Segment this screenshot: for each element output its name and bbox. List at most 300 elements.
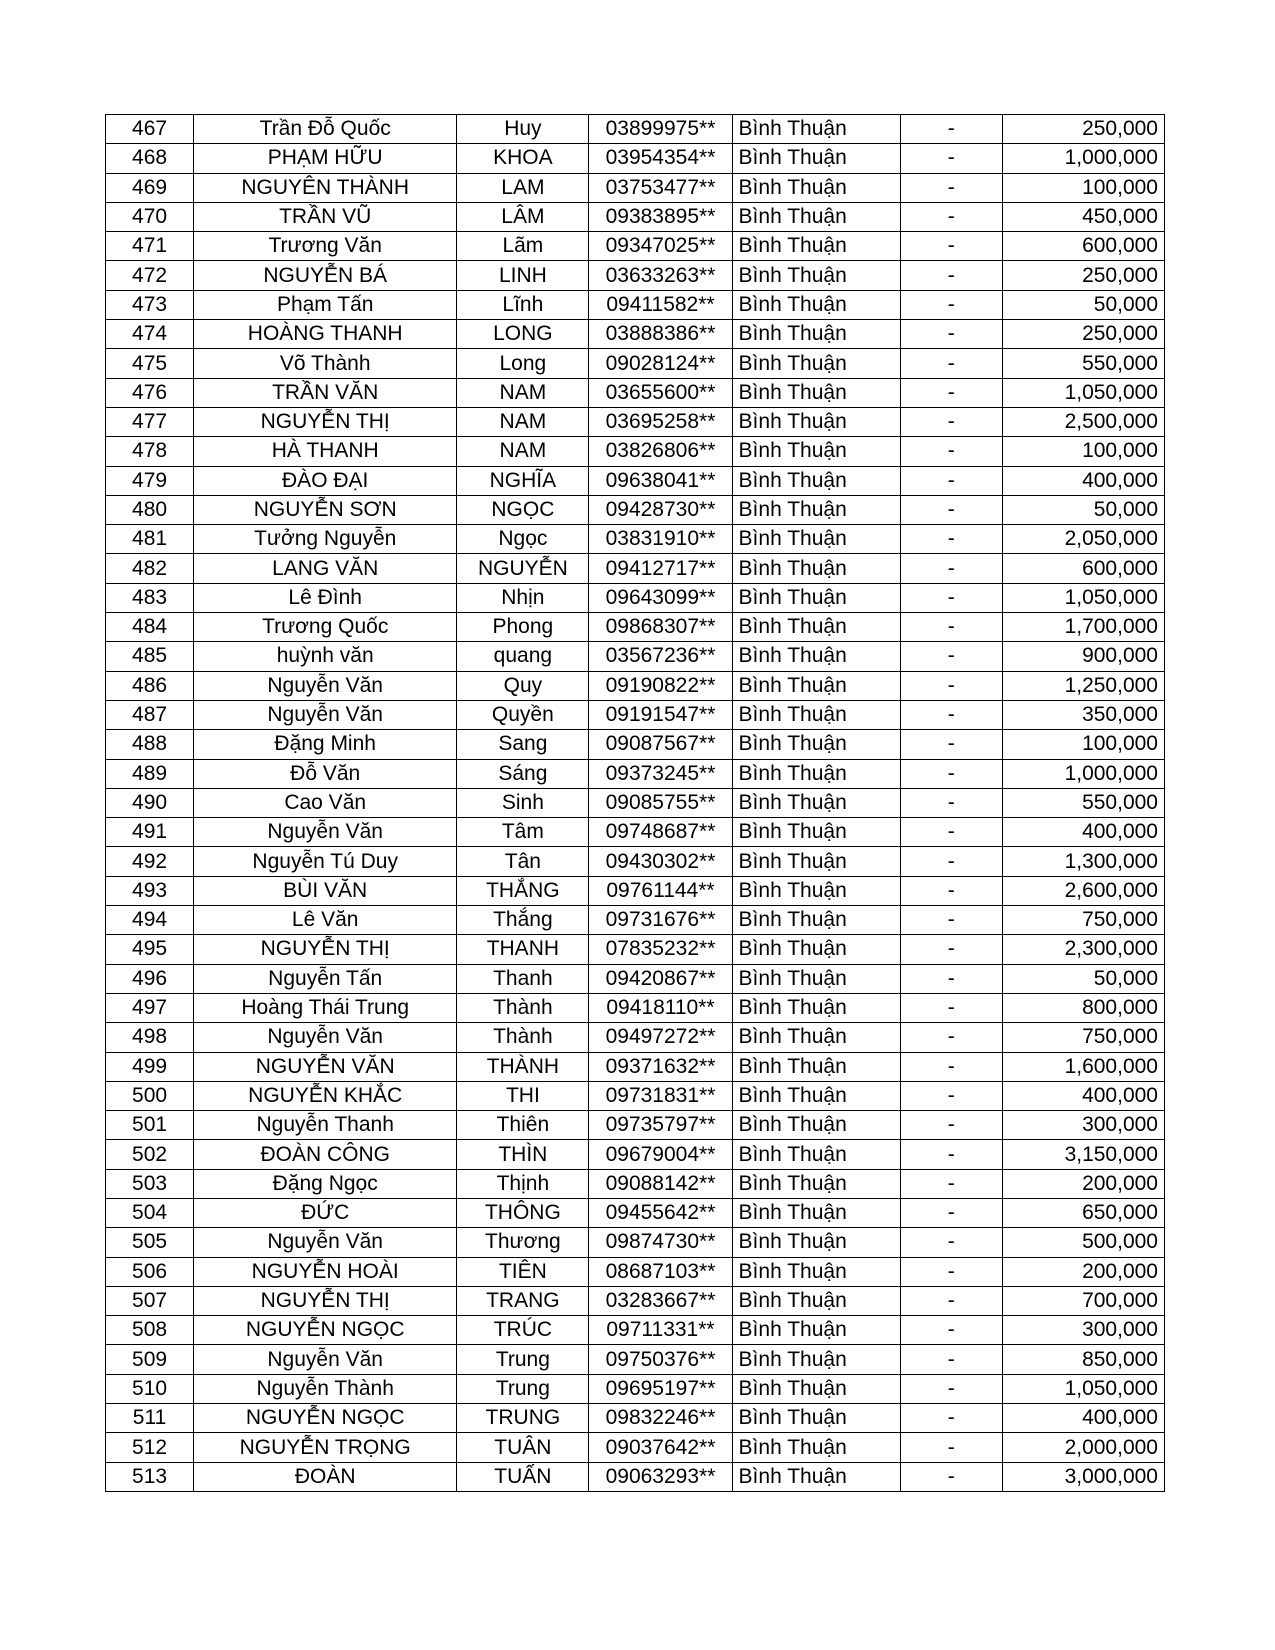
table-row (106, 993, 1165, 1022)
table-row (106, 1404, 1165, 1433)
note-dash-cell: - (900, 495, 1002, 524)
family-middle-name-cell: ĐỨC (194, 1198, 457, 1227)
given-name-cell: NGHĨA (457, 466, 589, 495)
family-middle-name-cell: NGUYỄN NGỌC (194, 1404, 457, 1433)
family-middle-name-cell: Nguyễn Thành (194, 1374, 457, 1403)
amount-cell: 250,000 (1002, 320, 1164, 349)
row-number-cell: 513 (106, 1462, 194, 1491)
amount-cell: 550,000 (1002, 349, 1164, 378)
province-cell: Bình Thuận (732, 1316, 900, 1345)
province-cell: Bình Thuận (732, 1286, 900, 1315)
given-name-cell: TRUNG (457, 1404, 589, 1433)
amount-cell: 1,250,000 (1002, 671, 1164, 700)
family-middle-name-cell: NGUYỄN THỊ (194, 407, 457, 436)
given-name-cell: TUÂN (457, 1433, 589, 1462)
province-cell: Bình Thuận (732, 964, 900, 993)
row-number-cell: 470 (106, 202, 194, 231)
province-cell: Bình Thuận (732, 1228, 900, 1257)
family-middle-name-cell: NGUYỄN HOÀI (194, 1257, 457, 1286)
table-row (106, 554, 1165, 583)
amount-cell: 200,000 (1002, 1257, 1164, 1286)
phone-number-cell: 09428730** (589, 495, 732, 524)
family-middle-name-cell: Phạm Tấn (194, 290, 457, 319)
table-row (106, 1081, 1165, 1110)
given-name-cell: Trung (457, 1345, 589, 1374)
note-dash-cell: - (900, 1286, 1002, 1315)
province-cell: Bình Thuận (732, 554, 900, 583)
province-cell: Bình Thuận (732, 1374, 900, 1403)
given-name-cell: NAM (457, 437, 589, 466)
table-row (106, 818, 1165, 847)
phone-number-cell: 09037642** (589, 1433, 732, 1462)
note-dash-cell: - (900, 202, 1002, 231)
province-cell: Bình Thuận (732, 1169, 900, 1198)
given-name-cell: Long (457, 349, 589, 378)
given-name-cell: THÌN (457, 1140, 589, 1169)
amount-cell: 400,000 (1002, 1081, 1164, 1110)
given-name-cell: THANH (457, 935, 589, 964)
province-cell: Bình Thuận (732, 525, 900, 554)
note-dash-cell: - (900, 671, 1002, 700)
table-row (106, 290, 1165, 319)
phone-number-cell: 09643099** (589, 583, 732, 612)
family-middle-name-cell: Nguyễn Tấn (194, 964, 457, 993)
table-row (106, 1198, 1165, 1227)
amount-cell: 400,000 (1002, 818, 1164, 847)
phone-number-cell: 09371632** (589, 1052, 732, 1081)
amount-cell: 700,000 (1002, 1286, 1164, 1315)
note-dash-cell: - (900, 1316, 1002, 1345)
phone-number-cell: 03831910** (589, 525, 732, 554)
phone-number-cell: 03633263** (589, 261, 732, 290)
table-row (106, 642, 1165, 671)
phone-number-cell: 09063293** (589, 1462, 732, 1491)
row-number-cell: 493 (106, 876, 194, 905)
row-number-cell: 467 (106, 115, 194, 144)
row-number-cell: 494 (106, 906, 194, 935)
amount-cell: 50,000 (1002, 964, 1164, 993)
phone-number-cell: 09455642** (589, 1198, 732, 1227)
table-row (106, 1140, 1165, 1169)
note-dash-cell: - (900, 613, 1002, 642)
amount-cell: 750,000 (1002, 906, 1164, 935)
family-middle-name-cell: Nguyễn Văn (194, 818, 457, 847)
given-name-cell: Nhịn (457, 583, 589, 612)
table-row (106, 466, 1165, 495)
note-dash-cell: - (900, 1198, 1002, 1227)
row-number-cell: 511 (106, 1404, 194, 1433)
amount-cell: 600,000 (1002, 554, 1164, 583)
province-cell: Bình Thuận (732, 349, 900, 378)
row-number-cell: 505 (106, 1228, 194, 1257)
note-dash-cell: - (900, 1257, 1002, 1286)
province-cell: Bình Thuận (732, 642, 900, 671)
province-cell: Bình Thuận (732, 232, 900, 261)
note-dash-cell: - (900, 407, 1002, 436)
amount-cell: 2,500,000 (1002, 407, 1164, 436)
phone-number-cell: 07835232** (589, 935, 732, 964)
note-dash-cell: - (900, 1081, 1002, 1110)
note-dash-cell: - (900, 466, 1002, 495)
given-name-cell: LAM (457, 173, 589, 202)
row-number-cell: 487 (106, 700, 194, 729)
family-middle-name-cell: NGUYÊN THÀNH (194, 173, 457, 202)
given-name-cell: NGỌC (457, 495, 589, 524)
row-number-cell: 477 (106, 407, 194, 436)
table-row (106, 1257, 1165, 1286)
table-row (106, 1316, 1165, 1345)
table-row (106, 525, 1165, 554)
phone-number-cell: 09420867** (589, 964, 732, 993)
family-middle-name-cell: NGUYỄN THỊ (194, 935, 457, 964)
amount-cell: 3,000,000 (1002, 1462, 1164, 1491)
phone-number-cell: 03655600** (589, 378, 732, 407)
row-number-cell: 500 (106, 1081, 194, 1110)
note-dash-cell: - (900, 554, 1002, 583)
phone-number-cell: 09874730** (589, 1228, 732, 1257)
table-row (106, 906, 1165, 935)
family-middle-name-cell: ĐOÀN CÔNG (194, 1140, 457, 1169)
table-row (106, 349, 1165, 378)
row-number-cell: 474 (106, 320, 194, 349)
phone-number-cell: 09695197** (589, 1374, 732, 1403)
row-number-cell: 496 (106, 964, 194, 993)
given-name-cell: Lãm (457, 232, 589, 261)
amount-cell: 1,000,000 (1002, 144, 1164, 173)
table-row (106, 437, 1165, 466)
amount-cell: 50,000 (1002, 290, 1164, 319)
province-cell: Bình Thuận (732, 437, 900, 466)
amount-cell: 50,000 (1002, 495, 1164, 524)
note-dash-cell: - (900, 993, 1002, 1022)
note-dash-cell: - (900, 261, 1002, 290)
given-name-cell: Tâm (457, 818, 589, 847)
note-dash-cell: - (900, 525, 1002, 554)
province-cell: Bình Thuận (732, 1111, 900, 1140)
given-name-cell: Tân (457, 847, 589, 876)
note-dash-cell: - (900, 876, 1002, 905)
note-dash-cell: - (900, 788, 1002, 817)
table-row (106, 1433, 1165, 1462)
row-number-cell: 473 (106, 290, 194, 319)
given-name-cell: Huy (457, 115, 589, 144)
amount-cell: 1,300,000 (1002, 847, 1164, 876)
family-middle-name-cell: ĐOÀN (194, 1462, 457, 1491)
row-number-cell: 491 (106, 818, 194, 847)
family-middle-name-cell: NGUYỄN VĂN (194, 1052, 457, 1081)
province-cell: Bình Thuận (732, 847, 900, 876)
table-row (106, 1169, 1165, 1198)
family-middle-name-cell: NGUYỄN TRỌNG (194, 1433, 457, 1462)
phone-number-cell: 09087567** (589, 730, 732, 759)
table-row (106, 1462, 1165, 1491)
amount-cell: 450,000 (1002, 202, 1164, 231)
phone-number-cell: 09832246** (589, 1404, 732, 1433)
table-row (106, 1228, 1165, 1257)
table-row (106, 847, 1165, 876)
phone-number-cell: 09347025** (589, 232, 732, 261)
province-cell: Bình Thuận (732, 1052, 900, 1081)
table-row (106, 1052, 1165, 1081)
phone-number-cell: 03567236** (589, 642, 732, 671)
province-cell: Bình Thuận (732, 671, 900, 700)
given-name-cell: NGUYỄN (457, 554, 589, 583)
given-name-cell: TUẤN (457, 1462, 589, 1491)
province-cell: Bình Thuận (732, 700, 900, 729)
row-number-cell: 504 (106, 1198, 194, 1227)
row-number-cell: 480 (106, 495, 194, 524)
table-row (106, 935, 1165, 964)
row-number-cell: 508 (106, 1316, 194, 1345)
amount-cell: 350,000 (1002, 700, 1164, 729)
given-name-cell: THẮNG (457, 876, 589, 905)
phone-number-cell: 09731831** (589, 1081, 732, 1110)
phone-number-cell: 03695258** (589, 407, 732, 436)
given-name-cell: LÂM (457, 202, 589, 231)
family-middle-name-cell: Lê Đình (194, 583, 457, 612)
amount-cell: 100,000 (1002, 437, 1164, 466)
note-dash-cell: - (900, 1433, 1002, 1462)
note-dash-cell: - (900, 1462, 1002, 1491)
family-middle-name-cell: Cao Văn (194, 788, 457, 817)
table-row (106, 1374, 1165, 1403)
note-dash-cell: - (900, 818, 1002, 847)
table-row (106, 671, 1165, 700)
phone-number-cell: 09750376** (589, 1345, 732, 1374)
note-dash-cell: - (900, 1140, 1002, 1169)
note-dash-cell: - (900, 935, 1002, 964)
family-middle-name-cell: Hoàng Thái Trung (194, 993, 457, 1022)
province-cell: Bình Thuận (732, 495, 900, 524)
family-middle-name-cell: Võ Thành (194, 349, 457, 378)
phone-number-cell: 09373245** (589, 759, 732, 788)
province-cell: Bình Thuận (732, 993, 900, 1022)
row-number-cell: 485 (106, 642, 194, 671)
note-dash-cell: - (900, 173, 1002, 202)
amount-cell: 2,300,000 (1002, 935, 1164, 964)
table-row (106, 173, 1165, 202)
note-dash-cell: - (900, 290, 1002, 319)
row-number-cell: 512 (106, 1433, 194, 1462)
given-name-cell: Thịnh (457, 1169, 589, 1198)
table-row (106, 1345, 1165, 1374)
family-middle-name-cell: NGUYỄN THỊ (194, 1286, 457, 1315)
amount-cell: 1,050,000 (1002, 378, 1164, 407)
province-cell: Bình Thuận (732, 173, 900, 202)
phone-number-cell: 08687103** (589, 1257, 732, 1286)
amount-cell: 750,000 (1002, 1023, 1164, 1052)
phone-number-cell: 09088142** (589, 1169, 732, 1198)
province-cell: Bình Thuận (732, 818, 900, 847)
given-name-cell: THÔNG (457, 1198, 589, 1227)
given-name-cell: KHOA (457, 144, 589, 173)
amount-cell: 500,000 (1002, 1228, 1164, 1257)
given-name-cell: Trung (457, 1374, 589, 1403)
province-cell: Bình Thuận (732, 466, 900, 495)
phone-number-cell: 09497272** (589, 1023, 732, 1052)
given-name-cell: Thành (457, 993, 589, 1022)
note-dash-cell: - (900, 144, 1002, 173)
phone-number-cell: 09418110** (589, 993, 732, 1022)
phone-number-cell: 03753477** (589, 173, 732, 202)
row-number-cell: 499 (106, 1052, 194, 1081)
amount-cell: 1,050,000 (1002, 1374, 1164, 1403)
given-name-cell: Quy (457, 671, 589, 700)
phone-number-cell: 09430302** (589, 847, 732, 876)
row-number-cell: 488 (106, 730, 194, 759)
family-middle-name-cell: Lê Văn (194, 906, 457, 935)
row-number-cell: 483 (106, 583, 194, 612)
table-row (106, 876, 1165, 905)
given-name-cell: THI (457, 1081, 589, 1110)
province-cell: Bình Thuận (732, 1023, 900, 1052)
row-number-cell: 479 (106, 466, 194, 495)
province-cell: Bình Thuận (732, 115, 900, 144)
donor-table-body (106, 115, 1165, 1492)
note-dash-cell: - (900, 1169, 1002, 1198)
given-name-cell: Thành (457, 1023, 589, 1052)
province-cell: Bình Thuận (732, 1140, 900, 1169)
amount-cell: 550,000 (1002, 788, 1164, 817)
phone-number-cell: 09731676** (589, 906, 732, 935)
family-middle-name-cell: BÙI VĂN (194, 876, 457, 905)
given-name-cell: Sang (457, 730, 589, 759)
province-cell: Bình Thuận (732, 1257, 900, 1286)
phone-number-cell: 03283667** (589, 1286, 732, 1315)
row-number-cell: 498 (106, 1023, 194, 1052)
row-number-cell: 481 (106, 525, 194, 554)
row-number-cell: 502 (106, 1140, 194, 1169)
family-middle-name-cell: ĐÀO ĐẠI (194, 466, 457, 495)
given-name-cell: Thiên (457, 1111, 589, 1140)
note-dash-cell: - (900, 1023, 1002, 1052)
amount-cell: 400,000 (1002, 466, 1164, 495)
phone-number-cell: 09191547** (589, 700, 732, 729)
row-number-cell: 478 (106, 437, 194, 466)
row-number-cell: 492 (106, 847, 194, 876)
phone-number-cell: 09868307** (589, 613, 732, 642)
family-middle-name-cell: PHẠM HỮU (194, 144, 457, 173)
phone-number-cell: 03826806** (589, 437, 732, 466)
phone-number-cell: 09028124** (589, 349, 732, 378)
phone-number-cell: 09412717** (589, 554, 732, 583)
family-middle-name-cell: Trần Đỗ Quốc (194, 115, 457, 144)
note-dash-cell: - (900, 906, 1002, 935)
phone-number-cell: 03954354** (589, 144, 732, 173)
given-name-cell: TRANG (457, 1286, 589, 1315)
province-cell: Bình Thuận (732, 876, 900, 905)
family-middle-name-cell: Nguyễn Thanh (194, 1111, 457, 1140)
family-middle-name-cell: Nguyễn Văn (194, 1228, 457, 1257)
family-middle-name-cell: HOÀNG THANH (194, 320, 457, 349)
note-dash-cell: - (900, 583, 1002, 612)
table-row (106, 232, 1165, 261)
phone-number-cell: 09411582** (589, 290, 732, 319)
phone-number-cell: 09761144** (589, 876, 732, 905)
family-middle-name-cell: NGUYỄN KHẮC (194, 1081, 457, 1110)
row-number-cell: 503 (106, 1169, 194, 1198)
family-middle-name-cell: HÀ THANH (194, 437, 457, 466)
row-number-cell: 507 (106, 1286, 194, 1315)
row-number-cell: 509 (106, 1345, 194, 1374)
note-dash-cell: - (900, 320, 1002, 349)
row-number-cell: 489 (106, 759, 194, 788)
table-row (106, 583, 1165, 612)
row-number-cell: 486 (106, 671, 194, 700)
province-cell: Bình Thuận (732, 378, 900, 407)
phone-number-cell: 09638041** (589, 466, 732, 495)
amount-cell: 300,000 (1002, 1316, 1164, 1345)
note-dash-cell: - (900, 1228, 1002, 1257)
note-dash-cell: - (900, 730, 1002, 759)
row-number-cell: 506 (106, 1257, 194, 1286)
note-dash-cell: - (900, 642, 1002, 671)
province-cell: Bình Thuận (732, 1198, 900, 1227)
given-name-cell: TIÊN (457, 1257, 589, 1286)
amount-cell: 2,000,000 (1002, 1433, 1164, 1462)
given-name-cell: NAM (457, 378, 589, 407)
province-cell: Bình Thuận (732, 1462, 900, 1491)
phone-number-cell: 03899975** (589, 115, 732, 144)
note-dash-cell: - (900, 378, 1002, 407)
family-middle-name-cell: Đặng Ngọc (194, 1169, 457, 1198)
row-number-cell: 475 (106, 349, 194, 378)
amount-cell: 200,000 (1002, 1169, 1164, 1198)
amount-cell: 650,000 (1002, 1198, 1164, 1227)
amount-cell: 2,600,000 (1002, 876, 1164, 905)
phone-number-cell: 09383895** (589, 202, 732, 231)
given-name-cell: THÀNH (457, 1052, 589, 1081)
row-number-cell: 495 (106, 935, 194, 964)
note-dash-cell: - (900, 1052, 1002, 1081)
table-row (106, 788, 1165, 817)
row-number-cell: 482 (106, 554, 194, 583)
row-number-cell: 484 (106, 613, 194, 642)
note-dash-cell: - (900, 700, 1002, 729)
table-row (106, 1286, 1165, 1315)
row-number-cell: 497 (106, 993, 194, 1022)
amount-cell: 850,000 (1002, 1345, 1164, 1374)
table-row (106, 730, 1165, 759)
family-middle-name-cell: NGUYỄN BÁ (194, 261, 457, 290)
given-name-cell: Lĩnh (457, 290, 589, 319)
note-dash-cell: - (900, 1345, 1002, 1374)
family-middle-name-cell: Nguyễn Văn (194, 671, 457, 700)
province-cell: Bình Thuận (732, 261, 900, 290)
amount-cell: 1,700,000 (1002, 613, 1164, 642)
given-name-cell: LONG (457, 320, 589, 349)
amount-cell: 100,000 (1002, 173, 1164, 202)
given-name-cell: Sinh (457, 788, 589, 817)
province-cell: Bình Thuận (732, 613, 900, 642)
note-dash-cell: - (900, 1111, 1002, 1140)
table-row (106, 261, 1165, 290)
phone-number-cell: 09190822** (589, 671, 732, 700)
amount-cell: 1,600,000 (1002, 1052, 1164, 1081)
note-dash-cell: - (900, 349, 1002, 378)
family-middle-name-cell: Nguyễn Văn (194, 1023, 457, 1052)
family-middle-name-cell: NGUYỄN SƠN (194, 495, 457, 524)
province-cell: Bình Thuận (732, 1433, 900, 1462)
note-dash-cell: - (900, 759, 1002, 788)
family-middle-name-cell: Tưởng Nguyễn (194, 525, 457, 554)
phone-number-cell: 09735797** (589, 1111, 732, 1140)
family-middle-name-cell: LANG VĂN (194, 554, 457, 583)
amount-cell: 250,000 (1002, 261, 1164, 290)
phone-number-cell: 09711331** (589, 1316, 732, 1345)
row-number-cell: 472 (106, 261, 194, 290)
table-row (106, 407, 1165, 436)
